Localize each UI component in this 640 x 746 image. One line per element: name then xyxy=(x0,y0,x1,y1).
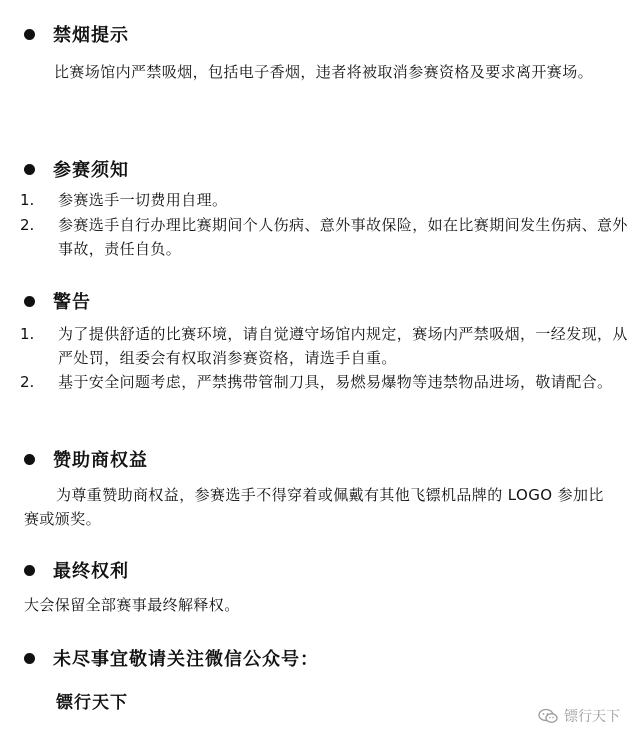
item-text: 基于安全问题考虑，严禁携带管制刀具，易燃易爆物等违禁物品进场，敬请配合。 xyxy=(58,373,613,391)
heading-text: 参赛须知 xyxy=(53,160,129,181)
item-text: 参赛选手一切费用自理。 xyxy=(58,191,228,209)
item-number: 2. xyxy=(20,216,35,234)
heading-text: 赞助商权益 xyxy=(53,450,148,471)
section-heading-warning xyxy=(24,287,91,315)
heading-text: 最终权利 xyxy=(53,561,129,582)
section-heading-sponsor xyxy=(24,445,148,473)
section-heading-notice xyxy=(24,155,129,183)
account-name: 镖行天下 xyxy=(56,693,128,713)
wechat-watermark xyxy=(538,706,620,726)
item-text: 为了提供舒适的比赛环境，请自觉遵守场馆内规定，赛场内严禁吸烟，一经发现，从严处罚，组委会有权取消参赛资格，请选手自重。 xyxy=(58,325,628,367)
section-heading-follow xyxy=(24,644,319,672)
heading-text: 未尽事宜敬请关注微信公众号： xyxy=(53,649,319,670)
notice-item xyxy=(20,188,620,212)
heading-text: 警告 xyxy=(53,292,91,313)
bullet-icon xyxy=(24,653,35,664)
section-heading-final-right xyxy=(24,556,129,584)
bullet-icon xyxy=(24,29,35,40)
sponsor-paragraph: 为尊重赞助商权益，参赛选手不得穿着或佩戴有其他飞镖机品牌的 LOGO 参加比赛或颁奖。 xyxy=(24,486,604,528)
no-smoking-paragraph: 比赛场馆内严禁吸烟，包括电子香烟，违者将被取消参赛资格及要求离开赛场。 xyxy=(54,63,594,81)
item-number: 2. xyxy=(20,373,35,391)
notice-item xyxy=(20,213,628,261)
item-number: 1. xyxy=(20,325,35,343)
warning-item xyxy=(20,370,620,418)
bullet-icon xyxy=(24,565,35,576)
wechat-icon xyxy=(538,708,558,724)
bullet-icon xyxy=(24,164,35,175)
watermark-text: 镖行天下 xyxy=(564,709,620,725)
item-text: 参赛选手自行办理比赛期间个人伤病、意外事故保险，如在比赛期间发生伤病、意外事故，责任自负。 xyxy=(58,216,628,258)
bullet-icon xyxy=(24,454,35,465)
section-heading-no-smoking xyxy=(24,20,129,48)
final-right-paragraph: 大会保留全部赛事最终解释权。 xyxy=(24,596,240,614)
bullet-icon xyxy=(24,296,35,307)
warning-item xyxy=(20,322,628,370)
item-number: 1. xyxy=(20,191,35,209)
heading-text: 禁烟提示 xyxy=(53,25,129,46)
